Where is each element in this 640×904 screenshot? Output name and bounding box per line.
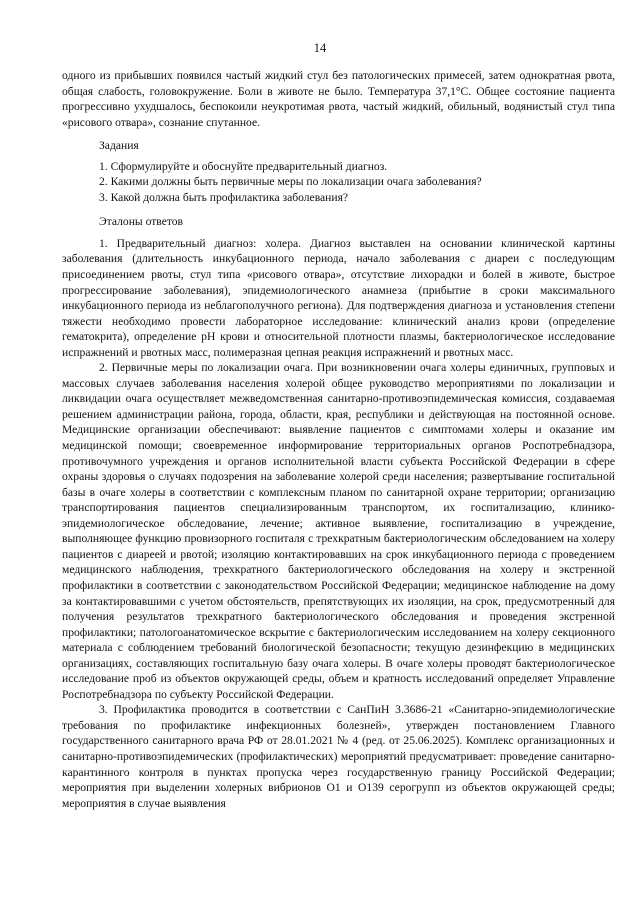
task-item-3: 3. Какой должна быть профилактика заболевания? (99, 190, 349, 204)
case-continuation-paragraph: одного из прибывших появился частый жидкий стул без патологических примесей, затем однократная рвота, общая слабость, головокружение. Боли в животе не было. Температура 37,1°C. Общее состояние пациента прогрессивно ухудшалось, беспокоили неукротимая рвота, частый жидкий, обильный, водянистый стул типа «рисового отвара», сознание спутанное. (62, 69, 615, 129)
page-body (62, 68, 615, 811)
answer-paragraph-1: 1. Предварительный диагноз: холера. Диагноз выставлен на основании клинической картины заболевания (длительность инкубационного периода, начало заболевания с диареи с последующим присоединением рвоты, стул типа «рисового отвара», отсутствие лихорадки и болей в животе, быстрое прогрессирование заболевания), эпидемиологического анамнеза (прибытие в сроки максимального инкубационного периода из неблагополучного региона). Для подтверждения диагноза и установления степени тяжести необходимо провести лабораторное исследование: клинический анализ крови (определение гематокрита), определение рН крови и относительной плотности плазмы, бактериологическое исследование испражнений и рвотных масс, полимеразная цепная реакция испражнений и рвотных масс. (62, 236, 615, 359)
task-item-1: 1. Сформулируйте и обоснуйте предварительный диагноз. (99, 159, 388, 173)
page-number: 14 (313, 41, 327, 55)
answers-heading: Эталоны ответов (99, 215, 184, 229)
task-item-2: 2. Какими должны быть первичные меры по локализации очага заболевания? (99, 175, 482, 189)
answer-paragraph-3: 3. Профилактика проводится в соответствии с СанПиН 3.3686-21 «Санитарно-эпидемиологические требования по профилактике инфекционных болезней», утвержден постановлением Главного государственного санитарного врача РФ от 28.01.2021 № 4 (ред. от 25.06.2025). Комплекс организационных и санитарно-противоэпидемических (профилактических) мероприятий предусматривает: проведение санитарно-карантинного контроля в пунктах пропуска через государственную границу Российской Федерации; мероприятия при выделении холерных вибрионов О1 и О139 серогрупп из объектов окружающей среды; мероприятия в случае выявления (62, 703, 615, 810)
answer-paragraph-2: 2. Первичные меры по локализации очага. При возникновении очага холеры единичных, групповых и массовых случаев заболевания населения холерой общее руководство мероприятиями по локализации и ликвидации очага осуществляет межведомственная санитарно-противоэпидемическая комиссия, создаваемая решением администрации района, города, области, края, республики и действующая на постоянной основе. Медицинские организации обеспечивают: выявление пациентов с симптомами холеры и оказание им медицинской помощи; своевременное информирование территориальных органов Роспотребнадзора, противочумного учреждения и органов исполнительной власти субъекта Российской Федерации в сфере охраны здоровья о случаях подозрения на заболевание холерой среди населения; развертывание госпитальной базы в очаге холеры в соответствии с комплексным планом по санитарной охране территории; организацию транспортирования пациентов специализированным транспортом, их госпитализацию, клинико-эпидемиологическое обследование, лечение; активное выявление, госпитализацию в учреждение, выполняющее функцию провизорного госпиталя с трехкратным бактериологическим обследованием на холеру пациентов с диареей и рвотой; изоляцию контактировавших на срок инкубационного периода с проведением медицинского наблюдения, трехкратного бактериологического обследования на холеру и экстренной профилактики в соответствии с законодательством Российской Федерации; медицинское наблюдение на дому за контактировавшими с учетом обстоятельств, препятствующих их изоляции, на срок, предусмотренный для получения результатов трехкратного бактериологического обследования и проведения экстренной профилактики; патологоанатомическое вскрытие с бактериологическим исследованием на холеру секционного материала с соблюдением требований биологической безопасности; текущую дезинфекцию в медицинских организациях, составляющих госпитальную базу очага холеры. В очаге холеры проводят бактериологическое исследование проб из объектов окружающей среды, объем и кратность исследований определяет Управление Роспотребнадзора по субъекту Российской Федерации. (62, 361, 615, 701)
tasks-heading: Задания (99, 139, 139, 153)
